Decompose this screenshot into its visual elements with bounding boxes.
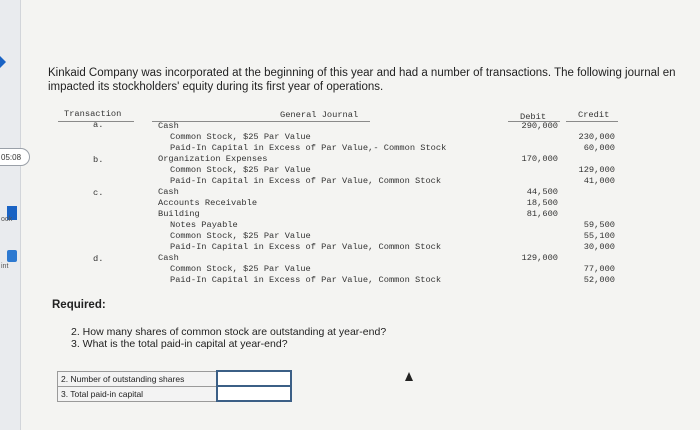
timer-badge: 05:08 [0, 148, 30, 166]
debit-amount: 170,000 [521, 154, 558, 164]
intro-line-1: Kinkaid Company was incorporated at the beginning of this year and had a number of transactions. The following journal en [48, 67, 676, 79]
print-label[interactable]: int [1, 263, 9, 270]
credit-amount: 59,500 [583, 220, 615, 230]
account-name: Paid-In Capital in Excess of Par Value, Common Stock [170, 242, 442, 252]
credit-amount: 55,100 [583, 231, 615, 241]
total-paid-in-capital-input[interactable] [218, 387, 294, 400]
general-journal-header: General Journal [280, 110, 359, 120]
debit-amount: 81,600 [526, 209, 558, 219]
credit-amount: 52,000 [583, 275, 615, 285]
account-name: Common Stock, $25 Par Value [170, 231, 311, 241]
required-title: Required: [52, 299, 106, 311]
question-3: 3. What is the total paid-in capital at year-end? [71, 338, 288, 350]
question-2: 2. How many shares of common stock are outstanding at year-end? [71, 326, 387, 338]
credit-amount: 129,000 [578, 165, 615, 175]
account-name: Paid-In Capital in Excess of Par Value, Common Stock [170, 176, 442, 186]
account-name: Paid-In Capital in Excess of Par Value,- Common Stock [170, 143, 447, 153]
credit-amount: 230,000 [578, 132, 615, 142]
credit-amount: 60,000 [583, 143, 615, 153]
account-name: Common Stock, $25 Par Value [170, 264, 311, 274]
account-name: Cash [158, 253, 179, 263]
answer-cell-paid-in[interactable] [217, 386, 291, 401]
account-name: Organization Expenses [158, 154, 268, 164]
mouse-cursor-icon [405, 372, 413, 381]
account-name: Notes Payable [170, 220, 238, 230]
transaction-letter: a. [93, 120, 104, 130]
answer-cell-shares[interactable] [217, 371, 291, 386]
debit-amount: 129,000 [521, 253, 558, 263]
debit-amount: 290,000 [521, 121, 558, 131]
transaction-letter: d. [93, 254, 104, 264]
shares-outstanding-input[interactable] [218, 372, 294, 385]
credit-amount: 30,000 [583, 242, 615, 252]
answer-row [58, 386, 292, 401]
debit-header: Debit [520, 112, 547, 122]
problem-intro [48, 66, 698, 94]
print-icon[interactable] [7, 250, 17, 262]
credit-amount: 41,000 [583, 176, 615, 186]
account-name: Common Stock, $25 Par Value [170, 132, 311, 142]
answer-label-shares: 2. Number of outstanding shares [58, 371, 218, 386]
credit-amount: 77,000 [583, 264, 615, 274]
credit-header: Credit [578, 110, 610, 120]
debit-amount: 44,500 [526, 187, 558, 197]
transaction-header: Transaction [64, 109, 122, 119]
account-name: Cash [158, 187, 179, 197]
nav-arrow-icon[interactable] [0, 56, 6, 68]
transaction-letter: c. [93, 188, 104, 198]
answer-table [57, 370, 292, 402]
account-name: Common Stock, $25 Par Value [170, 165, 311, 175]
debit-amount: 18,500 [526, 198, 558, 208]
account-name: Accounts Receivable [158, 198, 258, 208]
intro-line-2: impacted its stockholders' equity during its first year of operations. [48, 81, 384, 93]
ebook-label[interactable]: ook [1, 216, 13, 223]
account-name: Paid-In Capital in Excess of Par Value, Common Stock [170, 275, 442, 285]
transaction-letter: b. [93, 155, 104, 165]
answer-label-paid-in: 3. Total paid-in capital [58, 386, 218, 401]
account-name: Cash [158, 121, 179, 131]
answer-row [58, 371, 292, 386]
account-name: Building [158, 209, 200, 219]
